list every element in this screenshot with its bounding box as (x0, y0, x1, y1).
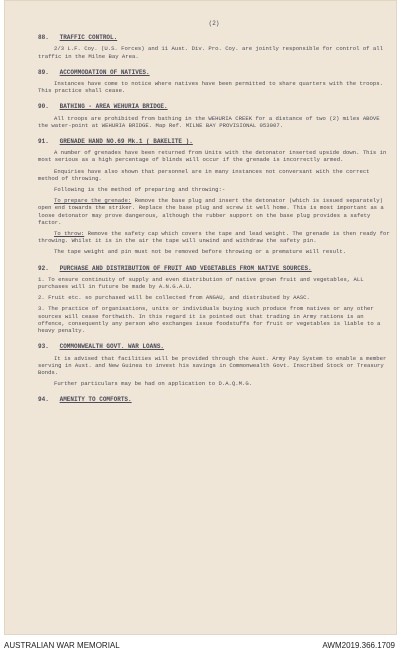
section-number: 88. (38, 34, 49, 42)
section-89 (38, 69, 390, 95)
section-92 (38, 265, 390, 335)
section-94 (38, 396, 390, 403)
paragraph-lead: To throw: (54, 230, 85, 238)
labelled-paragraph (38, 230, 390, 244)
paragraph-text: Remove the base plug and insert the detonator (which is issued separately) open end towards the striker. Replace the base plug and screw it well home. This is most important as a loose detonator may prove dangerous, although the rubber support on the base plug provides a safety factor. (38, 197, 384, 226)
section-93 (38, 343, 390, 387)
archive-name: AUSTRALIAN WAR MEMORIAL (4, 641, 120, 650)
paragraph: Enquiries have also shown that personnel are in many instances not conversant with the correct method of throwing. (38, 167, 370, 182)
archive-reference: AWM2019.366.1709 (322, 641, 395, 650)
archive-footer (0, 638, 401, 653)
section-title: GRENADE HAND NO.69 Mk.1 ( BAKELITE ). (59, 138, 193, 146)
paragraph: The tape weight and pin must not be removed before throwing or a premature will result. (54, 248, 347, 256)
paragraph: Following is the method of preparing and throwing:- (54, 186, 226, 194)
paragraph: It is advised that facilities will be provided through the Aust. Army Pay System to enable a member serving in Aust. and New Guinea to invest his savings in Commonwealth Govt. Inscribed Stock or Treasury Bonds. (38, 354, 387, 376)
numbered-item: 2. Fruit etc. so purchased will be collected from ANGAU, and distributed by AASC. (38, 294, 310, 302)
section-number: 92. (38, 264, 49, 272)
section-title: BATHING - AREA WEHURIA BRIDGE. (59, 103, 168, 111)
section-title: PURCHASE AND DISTRIBUTION OF FRUIT AND VEGETABLES FROM NATIVE SOURCES. (59, 264, 312, 272)
document-body (38, 20, 390, 413)
section-heading (38, 69, 390, 76)
section-title: COMMONWEALTH GOVT. WAR LOANS. (59, 343, 165, 351)
section-91 (38, 138, 390, 256)
labelled-paragraph (38, 197, 390, 226)
section-title: ACCOMMODATION OF NATIVES. (59, 68, 150, 76)
paragraph: Instances have come to notice where natives have been permitted to share quarters with the troops. This practice shall cease. (38, 80, 383, 95)
section-number: 93. (38, 343, 49, 351)
section-heading (38, 138, 390, 145)
paragraph-lead: To prepare the grenade: (54, 197, 132, 205)
section-heading (38, 265, 390, 272)
section-heading (38, 103, 390, 110)
numbered-item: 3. The practice of organisations, units or individuals buying such produce from natives or any other sources will cease forthwith. In this regard it is pointed out that trading in Army rations is an offence, consequently any person who exchanges issue foodstuffs for fruit or vegetables is liable to a heavy penalty. (38, 305, 381, 335)
section-body (38, 115, 390, 129)
paragraph: All troops are prohibited from bathing in the WEHURIA CREEK for a distance of two (2) miles ABOVE the water-point at WEHURIA BRIDGE. Map Ref. MILNE BAY PROVISIONAL 053007. (38, 114, 380, 129)
document-page (4, 0, 397, 635)
paragraph: 2/3 L.F. Coy. (U.S. Forces) and 11 Aust. Div. Pro. Coy. are jointly responsible for control of all traffic in the Milne Bay Area. (38, 45, 383, 60)
numbered-item: 1. To ensure continuity of supply and even distribution of native grown fruit and vegetables, ALL purchases will in future be made by A.N.G.A.U. (38, 275, 364, 291)
section-heading (38, 34, 390, 41)
section-88 (38, 34, 390, 60)
section-number: 89. (38, 68, 49, 76)
section-body (38, 276, 390, 334)
section-number: 91. (38, 138, 49, 146)
section-number: 90. (38, 103, 49, 111)
section-body (38, 355, 390, 388)
paragraph: A number of grenades have been returned from Units with the detonator inserted upside down. This in most serious as a high percentage of blinds will occur if the grenade is incorrectly armed. (38, 149, 387, 164)
section-heading (38, 343, 390, 350)
section-title: AMENITY TO COMFORTS. (59, 396, 132, 404)
section-body (38, 80, 390, 94)
section-body (38, 149, 390, 255)
section-number: 94. (38, 396, 49, 404)
section-body (38, 45, 390, 59)
section-90 (38, 103, 390, 129)
paragraph: Further particulars may be had on application to D.A.Q.M.G. (54, 380, 253, 388)
paragraph-text: Remove the safety cap which covers the tape and lead weight. The grenade is then ready for throwing. Whilst it is in the air the tape will unwind and withdraw the safety pin. (38, 230, 390, 245)
section-heading (38, 396, 390, 403)
page-number: (2) (208, 20, 220, 27)
section-title: TRAFFIC CONTROL. (59, 34, 118, 42)
